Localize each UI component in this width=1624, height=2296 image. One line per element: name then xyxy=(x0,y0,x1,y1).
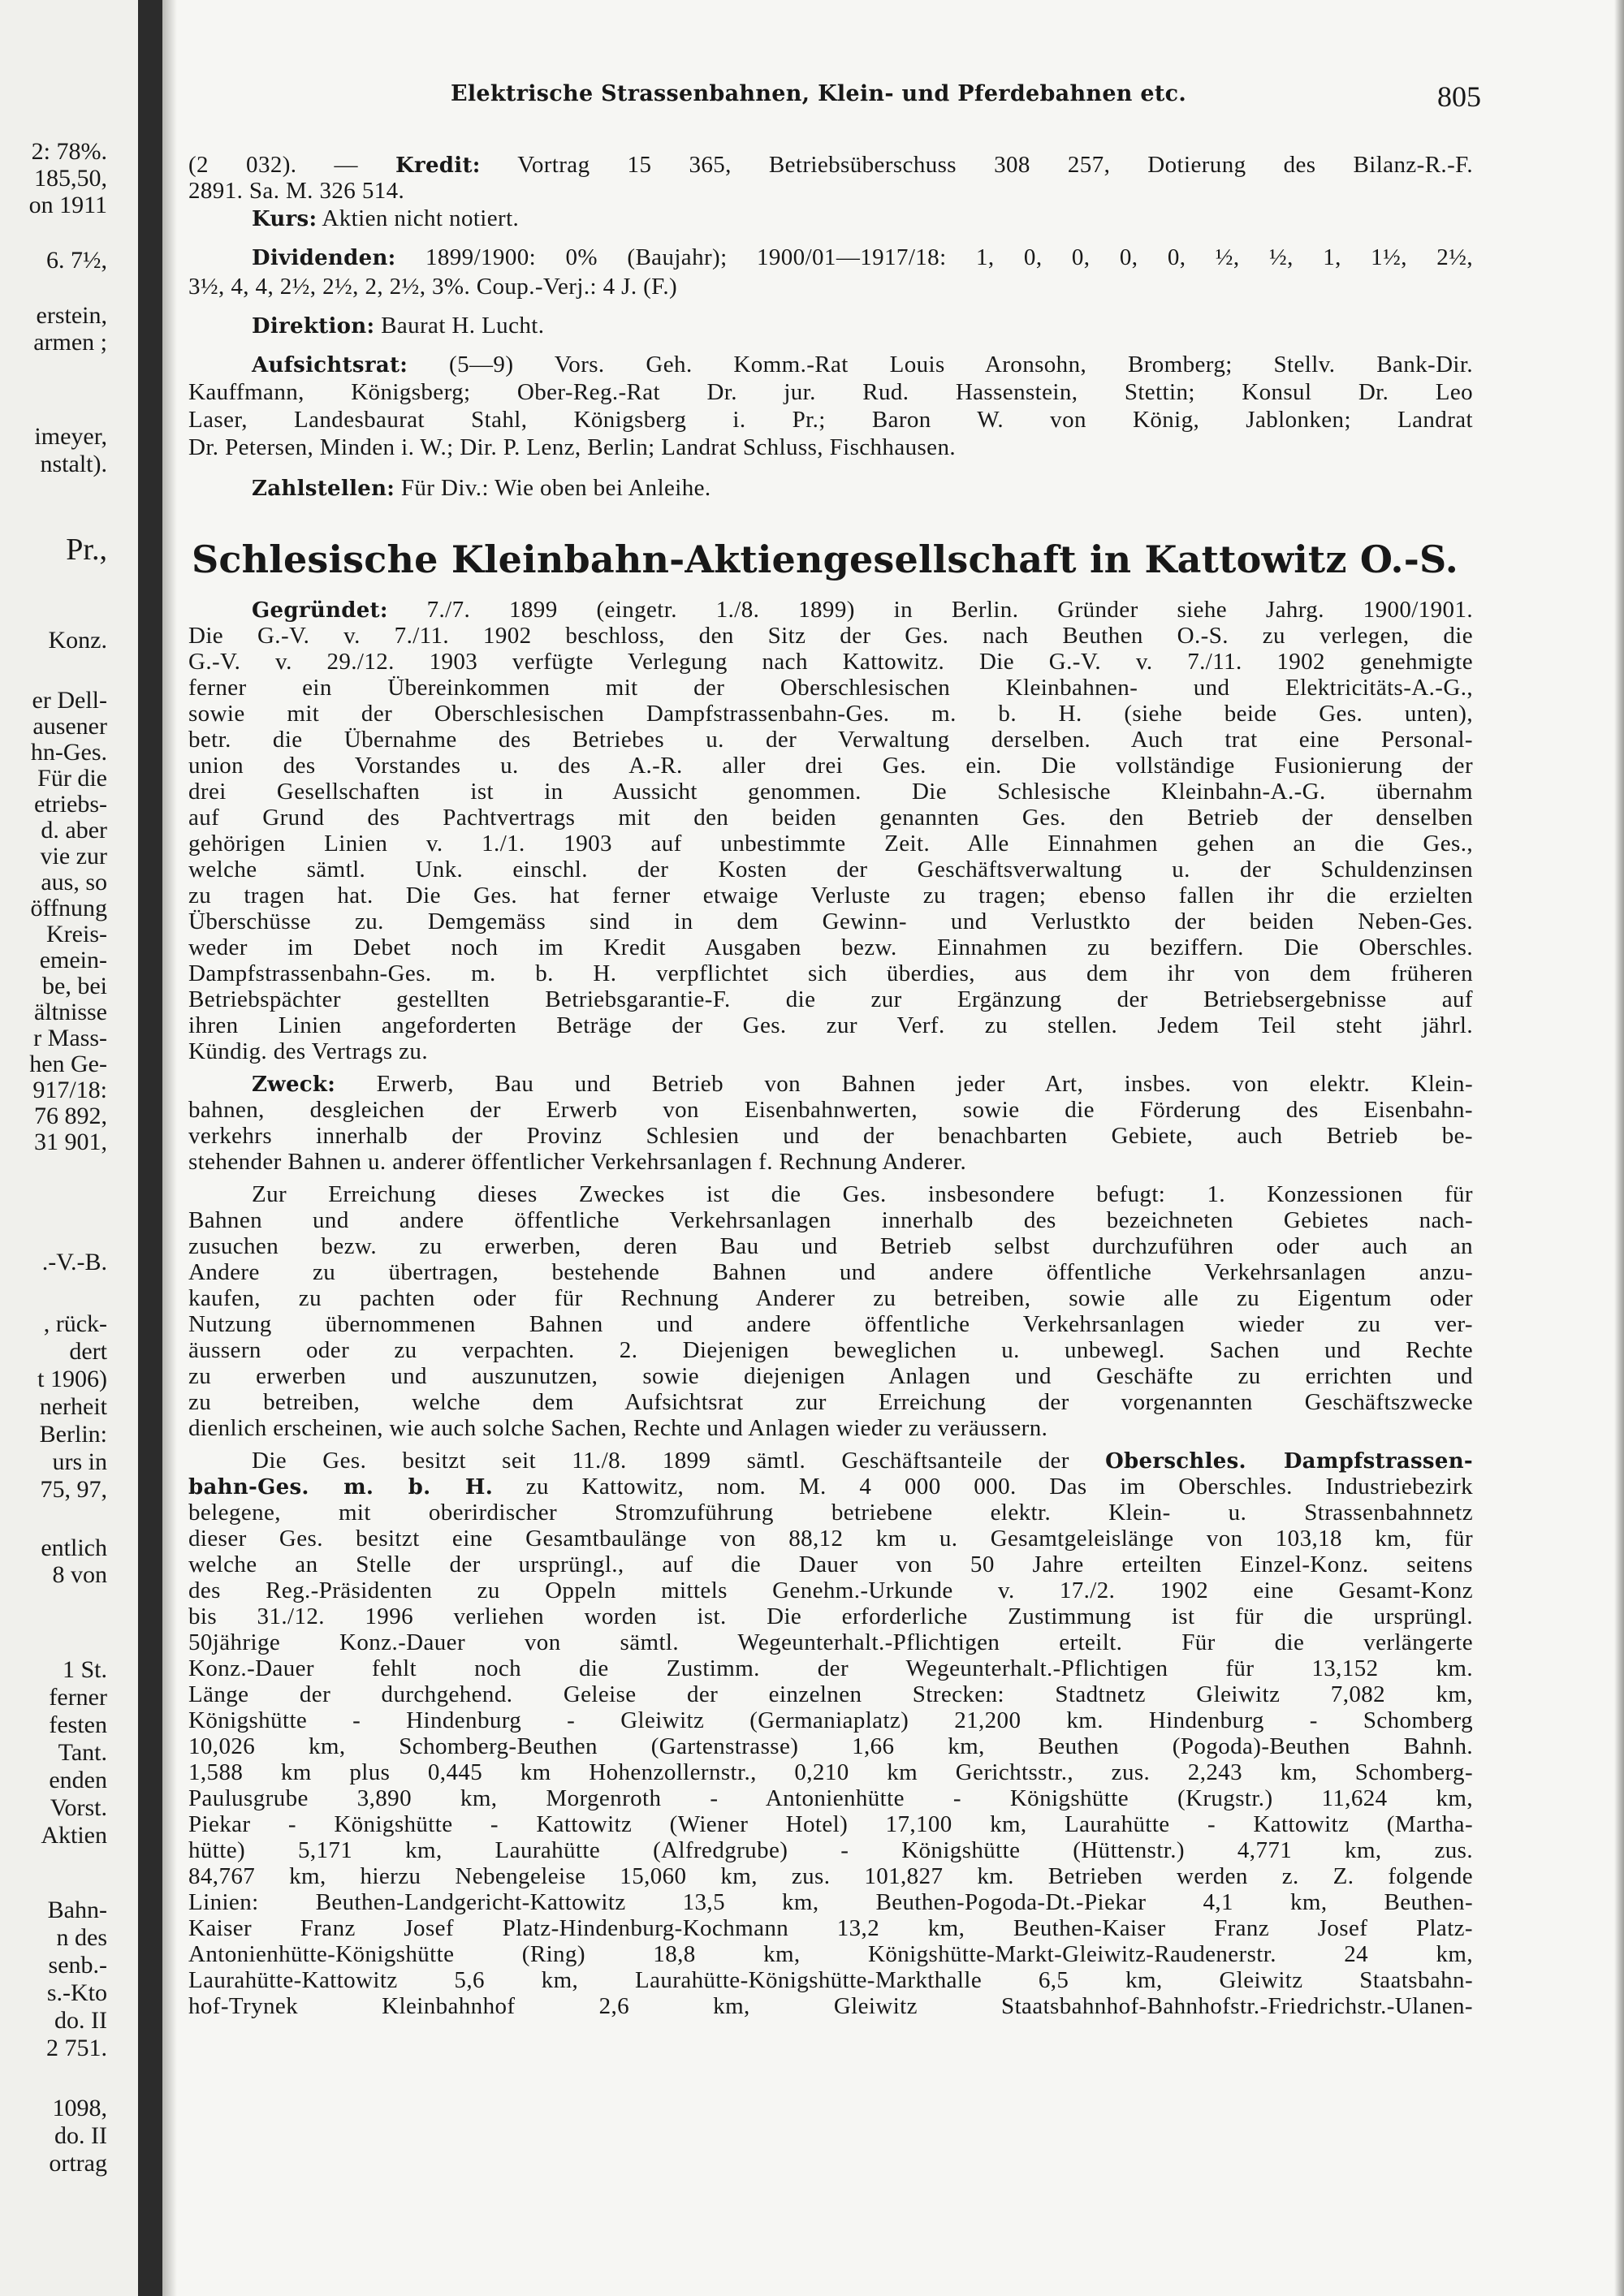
left-fragment: vie zur xyxy=(40,843,107,870)
kurs-label: Kurs: xyxy=(252,207,317,231)
left-fragment: Aktien xyxy=(41,1822,107,1849)
besitz-line: bahn-Ges. m. b. H. zu Kattowitz, nom. M. 4 000 000. Das im Oberschles. Industriebezirk xyxy=(188,1474,1473,1500)
aufsichtsrat-label: Aufsichtsrat: xyxy=(252,353,408,378)
left-fragment: Für die xyxy=(37,765,107,792)
left-fragment: 8 von xyxy=(52,1561,107,1588)
kredit-label: Kredit: xyxy=(395,153,481,178)
left-fragment: Pr., xyxy=(66,533,107,567)
gegruendet-line: zu tragen hat. Die Ges. hat ferner etwaige Verluste zu tragen; ebenso fallen ihr die erzielten xyxy=(188,883,1473,908)
gegruendet-line: Dampfstrassenbahn-Ges. m. b. H. verpflichtet sich überdies, aus dem ihr von dem früheren xyxy=(188,960,1473,986)
besitz-line: hütte) 5,171 km, Laurahütte (Alfredgrube) - Königshütte (Hüttenstr.) 4,771 km, zus. xyxy=(188,1837,1473,1863)
gegruendet-label: Gegründet: xyxy=(252,598,388,623)
besitz-line: Die Ges. besitzt seit 11./8. 1899 sämtl. Geschäftsanteile der Oberschles. Dampfstrassen- xyxy=(252,1448,1474,1474)
erreichung-line: zu erwerben und auszunutzen, sowie diejenigen Anlagen und Geschäfte zu errichten und xyxy=(188,1363,1473,1389)
aufsichtsrat-line-4: Dr. Petersen, Minden i. W.; Dir. P. Lenz, Berlin; Landrat Schluss, Fischhausen. xyxy=(188,434,957,460)
left-fragment: erstein, xyxy=(36,302,107,329)
left-fragment: festen xyxy=(49,1711,107,1738)
left-fragment: aus, so xyxy=(41,869,107,896)
erreichung-line: kaufen, zu pachten oder für Rechnung Anderer zu betreiben, sowie alle zu Eigentum oder xyxy=(188,1285,1473,1311)
erreichung-line: zu betreiben, welche dem Aufsichtsrat zur Erreichung der vorgenannten Geschäftszwecke xyxy=(188,1389,1473,1415)
aufsichtsrat-line-2: Kauffmann, Königsberg; Ober-Reg.-Rat Dr. jur. Rud. Hassenstein, Stettin; Konsul Dr. Leo xyxy=(188,379,1473,405)
left-fragment: d. aber xyxy=(41,817,107,844)
besitz-line: 1,588 km plus 0,445 km Hohenzollernstr., 0,210 km Gerichtsstr., zus. 2,243 km, Schomberg- xyxy=(188,1759,1473,1785)
left-fragment: ältnisse xyxy=(34,999,107,1025)
left-fragment: imeyer, xyxy=(34,423,107,450)
gegruendet-line: betr. die Übernahme des Betriebes u. der Verwaltung derselben. Auch trat eine Personal- xyxy=(188,727,1473,753)
running-head: Elektrische Strassenbahnen, Klein- und Pferdebahnen etc. xyxy=(451,81,1187,106)
left-fragment: emein- xyxy=(39,947,107,973)
left-fragment: urs in xyxy=(52,1448,107,1475)
left-fragment: 1 St. xyxy=(62,1656,107,1683)
left-fragment: s.-Kto xyxy=(46,1979,107,2006)
left-fragment: etriebs- xyxy=(34,791,107,818)
gegruendet-line: ihren Linien angeforderten Beträge der Ges. zur Verf. zu stellen. Jedem Teil steht jährl. xyxy=(188,1012,1473,1038)
left-fragment: hn-Ges. xyxy=(30,739,107,766)
left-fragment: 75, 97, xyxy=(40,1476,107,1503)
besitz-line: Linien: Beuthen-Landgericht-Kattowitz 13,5 km, Beuthen-Pogoda-Dt.-Piekar 4,1 km, Beuthen- xyxy=(188,1889,1473,1915)
besitz-line: Länge der durchgehend. Geleise der einzelnen Strecken: Stadtnetz Gleiwitz 7,082 km, xyxy=(188,1681,1473,1707)
besitz-line: Paulusgrube 3,890 km, Morgenroth - Antonienhütte - Königshütte (Krugstr.) 11,624 km, xyxy=(188,1785,1473,1811)
left-fragment: dert xyxy=(69,1338,107,1365)
left-fragment: t 1906) xyxy=(37,1366,107,1392)
dividenden-label: Dividenden: xyxy=(252,246,396,270)
zweck-line: Zweck: Erwerb, Bau und Betrieb von Bahnen jeder Art, insbes. von elektr. Klein- xyxy=(252,1071,1473,1097)
besitz-line: welche an Stelle der ursprüngl., auf die Dauer von 50 Jahre erteilten Einzel-Konz. seitens xyxy=(188,1552,1473,1577)
besitz-line: 50jährige Konz.-Dauer von sämtl. Wegeunterhalt.-Pflichtigen erteilt. Für die verlängerte xyxy=(188,1629,1473,1655)
gegruendet-line: Betriebspächter gestellten Betriebsgarantie-F. die zur Ergänzung der Betriebsergebnisse auf xyxy=(188,986,1473,1012)
left-fragment: 2 751. xyxy=(46,2035,107,2061)
zweck-label: Zweck: xyxy=(252,1072,336,1097)
left-fragment: be, bei xyxy=(42,973,107,999)
zahlstellen-line: Zahlstellen: Für Div.: Wie oben bei Anleihe. xyxy=(252,475,711,501)
left-fragment: ausener xyxy=(32,713,107,740)
left-page-strip xyxy=(0,0,138,2296)
gegruendet-line: welche sämtl. Unk. einschl. der Kosten der Geschäftsverwaltung u. der Schuldenzinsen xyxy=(188,857,1473,883)
erreichung-line: dienlich erscheinen, wie auch solche Sachen, Rechte und Anlagen wieder zu veräussern. xyxy=(188,1415,1048,1441)
besitz-line: des Reg.-Präsidenten zu Oppeln mittels Genehm.-Urkunde v. 17./2. 1902 eine Gesamt-Konz xyxy=(188,1577,1473,1603)
left-fragment: 31 901, xyxy=(34,1129,107,1155)
besitz-line: 84,767 km, hierzu Nebengeleise 15,060 km, zus. 101,827 km. Betrieben werden z. Z. folgende xyxy=(188,1863,1473,1889)
gegruendet-line: Kündig. des Vertrags zu. xyxy=(188,1038,428,1064)
left-fragment: on 1911 xyxy=(28,192,107,218)
left-fragment: entlich xyxy=(41,1534,107,1561)
besitz-line: belegene, mit oberirdischer Stromzuführung betriebene elektr. Klein- u. Strassenbahnnetz xyxy=(188,1500,1473,1526)
kurs-line: Kurs: Aktien nicht notiert. xyxy=(252,205,520,231)
left-fragment: er Dell- xyxy=(32,687,107,714)
left-fragment: ferner xyxy=(49,1684,107,1711)
left-fragment: 917/18: xyxy=(32,1077,107,1103)
erreichung-line: Nutzung übernommenen Bahnen und andere öffentliche Verkehrsanlagen wieder zu ver- xyxy=(188,1311,1473,1337)
besitz-line: 10,026 km, Schomberg-Beuthen (Gartenstrasse) 1,66 km, Beuthen (Pogoda)-Beuthen Bahnh. xyxy=(188,1733,1473,1759)
left-fragment: do. II xyxy=(54,2122,107,2149)
left-fragment: Kreis- xyxy=(46,921,107,947)
besitz-line: bis 31./12. 1996 verliehen worden ist. Die erforderliche Zustimmung ist für die ursprüngl. xyxy=(188,1603,1473,1629)
gutter-shadow xyxy=(162,0,177,2296)
erreichung-line: Bahnen und andere öffentliche Verkehrsanlagen innerhalb des bezeichneten Gebietes nach- xyxy=(188,1207,1473,1233)
kredit-line: (2 032). — Kredit: Vortrag 15 365, Betriebsüberschuss 308 257, Dotierung des Bilanz-R.-F. xyxy=(188,152,1473,178)
gegruendet-line: sowie mit der Oberschlesischen Dampfstrassenbahn-Ges. m. b. H. (siehe beide Ges. unten), xyxy=(188,701,1473,727)
left-fragment: nerheit xyxy=(39,1393,107,1420)
gegruendet-line: Gegründet: 7./7. 1899 (eingetr. 1./8. 1899) in Berlin. Gründer siehe Jahrg. 1900/1901. xyxy=(252,597,1473,623)
gegruendet-line: Die G.-V. v. 7./11. 1902 beschloss, den Sitz der Ges. nach Beuthen O.-S. zu verlegen, die xyxy=(188,623,1473,649)
gegruendet-line: auf Grund des Pachtvertrags mit den beiden genannten Ges. den Betrieb der denselben xyxy=(188,805,1473,831)
left-fragment: 2: 78%. xyxy=(31,138,107,165)
left-fragment: n des xyxy=(56,1924,107,1951)
left-fragment: nstalt). xyxy=(40,451,107,477)
aufsichtsrat-line-3: Laser, Landesbaurat Stahl, Königsberg i. Pr.; Baron W. von König, Jablonken; Landrat xyxy=(188,407,1473,433)
gegruendet-line: union des Vorstandes u. des A.-R. aller drei Ges. ein. Die vollständige Fusionierung der xyxy=(188,753,1473,779)
left-fragment: r Mass- xyxy=(33,1025,107,1051)
left-fragment: 6. 7½, xyxy=(46,247,107,274)
erreichung-line: Zur Erreichung dieses Zweckes ist die Ges. insbesondere befugt: 1. Konzessionen für xyxy=(252,1181,1473,1207)
gegruendet-line: ferner ein Übereinkommen mit der Oberschlesischen Kleinbahnen- und Elektricitäts-A.-G., xyxy=(188,675,1473,701)
besitz-company-name: Oberschles. Dampfstrassen- xyxy=(1105,1449,1474,1474)
erreichung-line: zusuchen bezw. zu erwerben, deren Bau und Betrieb selbst durchzuführen oder auch an xyxy=(188,1233,1473,1259)
direktion-label: Direktion: xyxy=(252,314,375,339)
left-fragment: Vorst. xyxy=(50,1794,107,1821)
book-gutter xyxy=(138,0,162,2296)
besitz-line: Königshütte - Hindenburg - Gleiwitz (Germaniaplatz) 21,200 km. Hindenburg - Schomberg xyxy=(188,1707,1473,1733)
left-fragment: Tant. xyxy=(58,1739,107,1766)
aufsichtsrat-line: Aufsichtsrat: (5—9) Vors. Geh. Komm.-Rat Louis Aronsohn, Bromberg; Stellv. Bank-Dir. xyxy=(252,352,1473,378)
besitz-company-name-cont: bahn-Ges. m. b. H. xyxy=(188,1475,494,1500)
zweck-line: stehender Bahnen u. anderer öffentlicher Verkehrsanlagen f. Rechnung Anderer. xyxy=(188,1149,967,1175)
zahlstellen-label: Zahlstellen: xyxy=(252,477,395,501)
left-fragment: , rück- xyxy=(43,1310,107,1337)
page-edge-shadow xyxy=(1614,0,1624,2296)
left-fragment: armen ; xyxy=(33,329,107,356)
zweck-line: bahnen, desgleichen der Erwerb von Eisenbahnwerten, sowie die Förderung des Eisenbahn- xyxy=(188,1097,1473,1123)
left-fragment: Bahn- xyxy=(47,1897,107,1923)
left-fragment: Konz. xyxy=(48,627,107,654)
left-fragment: .-V.-B. xyxy=(41,1249,107,1275)
besitz-line: Konz.-Dauer fehlt noch die Zustimm. der Wegeunterhalt.-Pflichtigen für 13,152 km. xyxy=(188,1655,1473,1681)
left-fragment: 1098, xyxy=(52,2095,107,2121)
left-fragment: hen Ge- xyxy=(29,1051,107,1077)
kredit-line-2: 2891. Sa. M. 326 514. xyxy=(188,178,405,204)
left-fragment: Berlin: xyxy=(39,1421,107,1448)
besitz-line: dieser Ges. besitzt eine Gesamtbaulänge von 88,12 km u. Gesamtgeleislänge von 103,18 km, für xyxy=(188,1526,1473,1552)
dividenden-line-2: 3½, 4, 4, 2½, 2½, 2, 2½, 3%. Coup.-Verj.: 4 J. (F.) xyxy=(188,274,678,300)
erreichung-line: Andere zu übertragen, bestehende Bahnen und andere öffentliche Verkehrsanlagen anzu- xyxy=(188,1259,1473,1285)
left-fragment: senb.- xyxy=(48,1952,107,1979)
erreichung-line: äussern oder zu verpachten. 2. Diejenigen beweglichen u. unbewegl. Sachen und Rechte xyxy=(188,1337,1473,1363)
gegruendet-line: weder im Debet noch im Kredit Ausgaben bezw. Einnahmen zu beziffern. Die Oberschles. xyxy=(188,934,1473,960)
left-fragment: 185,50, xyxy=(34,165,107,192)
direktion-line: Direktion: Baurat H. Lucht. xyxy=(252,313,545,339)
left-fragment: 76 892, xyxy=(34,1103,107,1129)
besitz-line: hof-Trynek Kleinbahnhof 2,6 km, Gleiwitz Staatsbahnhof-Bahnhofstr.-Friedrichstr.-Ulanen- xyxy=(188,1993,1473,2019)
gegruendet-line: gehörigen Linien v. 1./1. 1903 auf unbestimmte Zeit. Alle Einnahmen gehen an die Ges., xyxy=(188,831,1473,857)
left-fragment: ortrag xyxy=(49,2150,107,2177)
company-title: Schlesische Kleinbahn-Aktiengesellschaft in Kattowitz O.-S. xyxy=(192,537,1458,581)
gegruendet-line: drei Gesellschaften ist in Aussicht genommen. Die Schlesische Kleinbahn-A.-G. übernahm xyxy=(188,779,1473,805)
besitz-line: Kaiser Franz Josef Platz-Hindenburg-Kochmann 13,2 km, Beuthen-Kaiser Franz Josef Platz- xyxy=(188,1915,1473,1941)
gegruendet-line: G.-V. v. 29./12. 1903 verfügte Verlegung nach Kattowitz. Die G.-V. v. 7./11. 1902 genehmigte xyxy=(188,649,1473,675)
besitz-line: Laurahütte-Kattowitz 5,6 km, Laurahütte-Königshütte-Markthalle 6,5 km, Gleiwitz Staatsbahn- xyxy=(188,1967,1473,1993)
zweck-line: verkehrs innerhalb der Provinz Schlesien und der benachbarten Gebiete, auch Betrieb be- xyxy=(188,1123,1473,1149)
left-fragment: enden xyxy=(49,1767,107,1793)
besitz-line: Piekar - Königshütte - Kattowitz (Wiener Hotel) 17,100 km, Laurahütte - Kattowitz (Martha- xyxy=(188,1811,1473,1837)
gegruendet-line: Überschüsse zu. Demgemäss sind in dem Gewinn- und Verlustkto der beiden Neben-Ges. xyxy=(188,908,1473,934)
dividenden-line: Dividenden: 1899/1900: 0% (Baujahr); 1900/01—1917/18: 1, 0, 0, 0, 0, ½, ½, 1, 1½, 2½, xyxy=(252,244,1473,270)
besitz-line: Antonienhütte-Königshütte (Ring) 18,8 km, Königshütte-Markt-Gleiwitz-Raudenerstr. 24 km, xyxy=(188,1941,1473,1967)
page-number: 805 xyxy=(1437,80,1481,113)
left-fragment: do. II xyxy=(54,2007,107,2034)
left-fragment: öffnung xyxy=(30,895,107,921)
